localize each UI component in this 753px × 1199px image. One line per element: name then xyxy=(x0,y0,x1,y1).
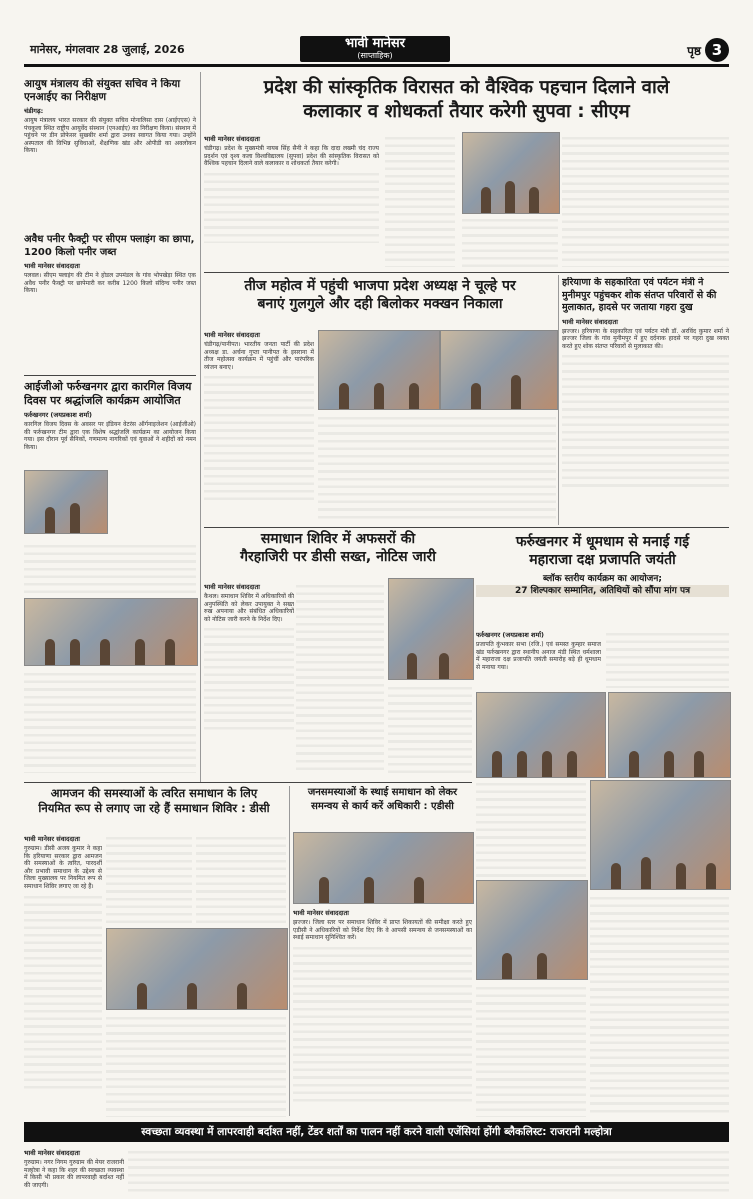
story-dc-body xyxy=(204,580,294,775)
issue-date: मानेसर, मंगलवार 28 जुलाई, 2026 xyxy=(30,43,185,56)
article-body: झज्जर। हरियाणा के सहकारिता एवं पर्यटन मंत्री डॉ. अरविंद कुमार शर्मा ने झज्जर जिला के गांव मुनीमपुर में हुए दर्दनाक हादसे पर गहरा दुख व्यक्त करते हुए शोक संतप्त परिवारों से मुलाकात की। xyxy=(562,327,729,350)
teej-photo xyxy=(318,330,440,410)
article-body: पलवल। सीएम फ्लाइंग की टीम ने होडल उपमंडल के गांव भोपखेड़ा स्थित एक अवैध पनीर फैक्ट्री पर छापेमारी कर करीब 1200 किलो संदिग्ध पनीर जब्त किया। xyxy=(24,272,196,295)
adc-meeting-photo xyxy=(293,832,474,904)
divider xyxy=(204,272,729,273)
jayanti-photo xyxy=(476,880,588,980)
headline-line2: समन्वय से कार्य करें अधिकारी : एडीसी xyxy=(311,801,454,812)
byline: भावी मानेसर संवाददाता xyxy=(24,835,80,843)
story-shivir-body xyxy=(24,832,102,1117)
story-shivir-col xyxy=(106,832,192,924)
article-body-fill xyxy=(24,540,196,596)
divider xyxy=(204,527,729,528)
subhead: 27 शिल्पकार सम्मानित, अतिथियों को सौंपा मांग पत्र xyxy=(476,585,729,597)
article-body: झज्जर। जिला स्तर पर समाधान शिविर में प्राप्त शिकायतों की समीक्षा करते हुए एडीसी ने अधिकारियों को निर्देश दिए कि वे आपसी समन्वय से जनसमस्याओं का स्थाई समाधान सुनिश्चित करें। xyxy=(293,919,472,942)
bottom-story xyxy=(24,1146,124,1196)
bottom-banner xyxy=(24,1122,729,1142)
byline: भावी मानेसर संवाददाता xyxy=(204,135,260,143)
event-photo xyxy=(24,470,108,534)
article-body: कैथल। समाधान शिविर में अधिकारियों की अनुपस्थिति को लेकर उपायुक्त ने सख्त रुख अपनाया और संबंधित अधिकारियों को नोटिस जारी करने के निर्देश दिए। xyxy=(204,593,294,623)
article-title: आईजीओ फर्रुखनगर द्वारा कारगिल विजय दिवस पर श्रद्धांजलि कार्यक्रम आयोजित xyxy=(24,380,192,407)
article-body: गुरुग्राम। डीसी अजय कुमार ने कहा कि हरियाणा सरकार द्वारा आमजन की समस्याओं के त्वरित, पारदर्शी और प्रभावी समाधान के उद्देश्य से जिला मुख्यालय पर नियमित रूप से समाधान शिविर लगाए जा रहे हैं। xyxy=(24,845,102,890)
column-rule xyxy=(289,786,290,1116)
jayanti-photo xyxy=(608,692,731,778)
story-shivir-col xyxy=(106,1012,286,1117)
article-title: आयुष मंत्रालय की संयुक्त सचिव ने किया एनआईए का निरीक्षण xyxy=(24,78,181,103)
column-rule xyxy=(200,72,201,782)
headline-line2: महाराजा दक्ष प्रजापति जयंती xyxy=(529,552,676,568)
byline: भावी मानेसर संवाददाता xyxy=(24,262,80,270)
headline-line2: बनाएं गुलगुले और दही बिलोकर मक्खन निकाला xyxy=(257,296,503,312)
bottom-headline: स्वच्छता व्यवस्था में लापरवाही बर्दाश्त नहीं, टेंडर शर्तों का पालन नहीं करने वाली एजेंसियां होंगी ब्लैकलिस्ट: राजरानी मल्होत्रा xyxy=(141,1126,612,1138)
story-teej-body-col xyxy=(318,412,556,522)
story-jayanti-body xyxy=(476,628,601,688)
article-title: अवैध पनीर फैक्ट्री पर सीएम फ्लाइंग का छापा, 1200 किलो पनीर जब्त xyxy=(24,234,195,258)
byline: भावी मानेसर संवाददाता xyxy=(24,1149,80,1157)
lead-article-col xyxy=(385,132,455,267)
article-body: गुरुग्राम। नगर निगम गुरुग्राम की मेयर राजरानी मल्होत्रा ने कहा कि शहर की स्वच्छता व्यवस्था में किसी भी प्रकार की लापरवाही बर्दाश्त नहीं की जाएगी। xyxy=(24,1159,124,1189)
lead-article xyxy=(204,132,379,267)
lead-headline-line1: प्रदेश की सांस्कृतिक विरासत को वैश्विक पहचान दिलाने वाले xyxy=(263,77,670,98)
story-jayanti-col xyxy=(476,778,586,878)
lead-photo xyxy=(462,132,560,214)
column-rule xyxy=(558,275,559,525)
story-adc-headline xyxy=(293,786,472,828)
byline: फर्रुखनगर (जयप्रकाश शर्मा) xyxy=(24,411,92,419)
byline: भावी मानेसर संवाददाता xyxy=(204,583,260,591)
story-teej-body xyxy=(204,328,314,523)
article-body: आयुष मंत्रालय भारत सरकार की संयुक्त सचिव मोनालिसा दास (आईएएस) ने पंचकूला स्थित राष्ट्रीय आयुर्वेद संस्थान (एनआईए) का निरीक्षण किया। संस्थान में पहुंचने पर डीन प्रोफेसर सुखबीर शर्मा द्वारा उनका स्वागत किया गया। उन्होंने अस्पताल की विभिन्न सुविधाओं, शैक्षणिक खंड और ओपीडी का अवलोकन किया। xyxy=(24,117,196,155)
right-article xyxy=(562,277,729,527)
article-body: प्रजापति कुंभकार सभा (रजि.) एवं समस्त कुम्हार समाज खंड फर्रुखनगर द्वारा स्थानीय अनाज मंडी स्थित धर्मशाला में महाराजा दक्ष प्रजापति जयंती समारोह बड़े ही धूमधाम से मनाया गया। xyxy=(476,641,601,671)
byline: भावी मानेसर संवाददाता xyxy=(562,317,618,326)
article-body: कारगिल विजय दिवस के अवसर पर इंडियन वेटरंस ऑर्गनाइजेशन (आईजीओ) की फर्रुखनगर टीम द्वारा एक विशेष श्रद्धांजलि कार्यक्रम का आयोजन किया गया। इस दौरान पूर्व सैनिकों, गणमान्य नागरिकों एवं युवाओं ने शहीदों को नमन किया। xyxy=(24,421,196,451)
shivir-meeting-photo xyxy=(106,928,288,1010)
jayanti-photo xyxy=(476,692,606,778)
masthead-rule xyxy=(24,64,729,67)
story-dc-col xyxy=(296,580,384,775)
story-jayanti-col xyxy=(590,892,729,1117)
story-shivir-col xyxy=(196,832,286,924)
lead-headline-line2: कलाकार व शोधकर्ता तैयार करेगी सुपवा : सीएम xyxy=(303,101,630,122)
article-body: चंडीगढ़/पानीपत। भारतीय जनता पार्टी की प्रदेश अध्यक्ष डा. अर्चना गुप्ता पानीपत के इसराना में तीज महोत्सव कार्यक्रम में पहुंचीं और पारंपरिक व्यंजन बनाए। xyxy=(204,341,314,371)
byline: भावी मानेसर संवाददाता xyxy=(293,909,349,917)
story-jayanti-col xyxy=(476,982,586,1117)
byline: भावी मानेसर संवाददाता xyxy=(204,331,260,339)
lead-article-col xyxy=(462,214,558,267)
masthead xyxy=(0,0,753,62)
page-number xyxy=(687,38,729,62)
story-dc-headline xyxy=(204,530,472,576)
teej-photo xyxy=(440,330,558,410)
paper-subtitle: (साप्ताहिक) xyxy=(357,51,393,60)
headline-line1: फर्रुखनगर में धूमधाम से मनाई गई xyxy=(515,534,690,550)
subhead: ब्लॉक स्तरीय कार्यक्रम का आयोजन; xyxy=(543,574,662,584)
story-teej-headline xyxy=(204,277,556,323)
page-label: पृष्ठ xyxy=(687,44,701,58)
lead-article-col xyxy=(562,132,729,267)
headline-line1: समाधान शिविर में अफसरों की xyxy=(260,531,416,547)
story-shivir-headline xyxy=(24,786,284,828)
divider xyxy=(24,375,196,376)
story-dc-col xyxy=(388,682,472,775)
page-number-badge: 3 xyxy=(705,38,729,62)
article-title: हरियाणा के सहकारिता एवं पर्यटन मंत्री ने मुनीमपुर पहुंचकर शोक संतप्त परिवारों से की मुलाकात, हादसे पर जताया गहरा दुख xyxy=(562,277,717,313)
article-body: चंडीगढ़। प्रदेश के मुख्यमंत्री नायब सिंह सैनी ने कहा कि दादा लख्मी चंद राज्य प्रदर्शन एवं दृश्य कला विश्वविद्यालय (सुपवा) प्रदेश की सांस्कृतिक विरासत को वैश्विक पहचान दिलाने वाले कलाकार व शोधकर्ता तैयार करेगी। xyxy=(204,145,379,168)
headline-line2: गैरहाजिरी पर डीसी सख्त, नोटिस जारी xyxy=(240,549,436,565)
byline: फर्रुखनगर (जयप्रकाश शर्मा) xyxy=(476,631,544,639)
story-jayanti-headline xyxy=(476,533,729,625)
article-body-fill xyxy=(24,668,196,773)
shivir-photo xyxy=(388,578,474,680)
paper-name: भावी मानेसर xyxy=(344,36,406,51)
headline-line1: आमजन की समस्याओं के त्वरित समाधान के लिए xyxy=(50,786,258,800)
headline-line1: जनसमस्याओं के स्थाई समाधान को लेकर xyxy=(307,787,458,798)
bottom-story-cols xyxy=(128,1146,729,1196)
story-jayanti-col xyxy=(606,628,729,688)
group-photo xyxy=(24,598,198,666)
story-adc-body xyxy=(293,906,472,1117)
paper-logo xyxy=(300,36,450,62)
headline-line1: तीज महोत्व में पहुंची भाजपा प्रदेश अध्यक्ष ने चूल्हे पर xyxy=(244,278,516,294)
byline: चंडीगढ़: xyxy=(24,107,44,115)
headline-line2: नियमित रूप से लगाए जा रहे हैं समाधान शिविर : डीसी xyxy=(38,801,270,815)
jayanti-photo xyxy=(590,780,731,890)
lead-headline xyxy=(204,76,729,126)
divider xyxy=(24,782,472,783)
